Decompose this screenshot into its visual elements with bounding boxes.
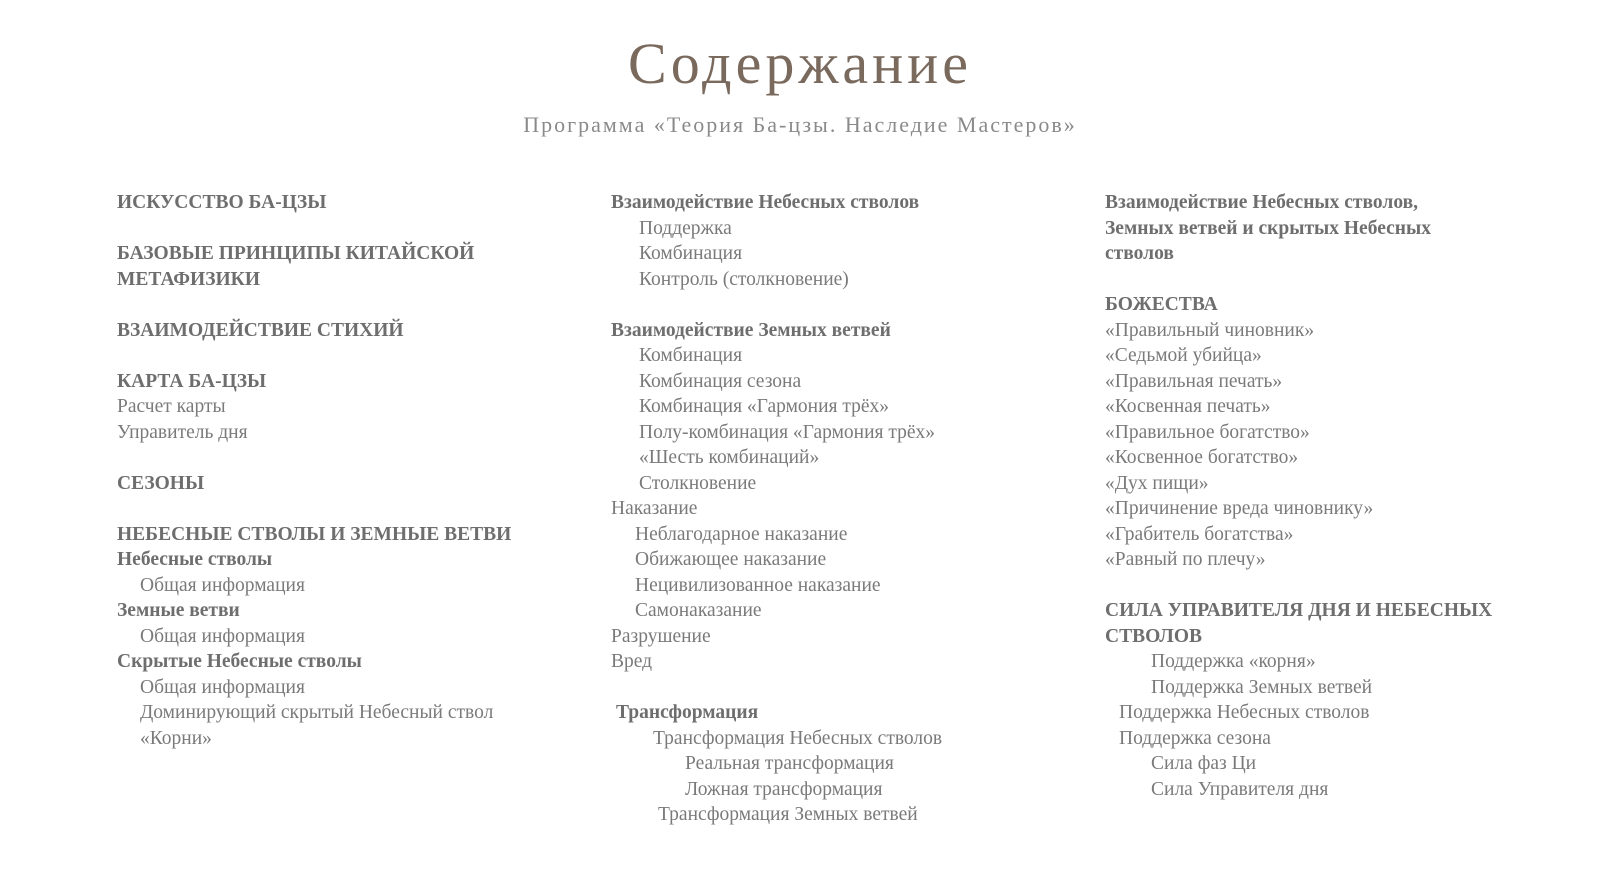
toc-item: «Правильная печать» [1105, 370, 1283, 392]
toc-item: «Равный по плечу» [1105, 549, 1266, 570]
toc-item: «Косвенная печать» [1105, 396, 1271, 417]
toc-item: Обижающее наказание [635, 549, 827, 570]
toc-item: «Причинение вреда чиновнику» [1105, 498, 1374, 519]
toc-subheading: Небесные стволы [117, 549, 273, 570]
toc-item: Поддержка сезона [1119, 727, 1271, 749]
toc-item: Разрушение [611, 625, 711, 647]
toc-item: Реальная трансформация [685, 753, 894, 774]
toc-item: Комбинация [639, 243, 743, 264]
toc-heading: БАЗОВЫЕ ПРИНЦИПЫ КИТАЙСКОЙ МЕТАФИЗИКИ [117, 243, 475, 290]
toc-item: «Дух пищи» [1105, 472, 1209, 494]
toc-item: Общая информация [140, 574, 305, 596]
toc-item: Управитель дня [117, 421, 248, 443]
toc-column-2 [611, 190, 1031, 828]
toc-heading: НЕБЕСНЫЕ СТВОЛЫ И ЗЕМНЫЕ ВЕТВИ [117, 523, 512, 545]
toc-item: «Седьмой убийца» [1105, 345, 1262, 366]
toc-heading: БОЖЕСТВА [1105, 294, 1218, 315]
toc-item: «Грабитель богатства» [1105, 523, 1294, 545]
toc-item: Вред [611, 651, 653, 672]
page-title: Содержание [628, 31, 972, 96]
toc-item: «Корни» [140, 727, 212, 749]
toc-item: Нецивилизованное наказание [635, 574, 881, 596]
toc-heading: СЕЗОНЫ [117, 472, 205, 494]
toc-item: Комбинация сезона [639, 370, 802, 392]
toc-item: Комбинация «Гармония трёх» [639, 396, 890, 417]
toc-heading: СИЛА УПРАВИТЕЛЯ ДНЯ И НЕБЕСНЫХ СТВОЛОВ [1105, 600, 1493, 647]
toc-item: Ложная трансформация [685, 778, 883, 800]
toc-column-3 [1105, 190, 1515, 802]
toc-item: Сила фаз Ци [1151, 753, 1257, 774]
toc-subheading: Трансформация [616, 702, 759, 723]
toc-item: «Правильный чиновник» [1105, 319, 1315, 341]
toc-item: «Шесть комбинаций» [639, 447, 820, 468]
toc-item: Неблагодарное наказание [635, 523, 848, 545]
toc-subheading: Взаимодействие Земных ветвей [611, 319, 891, 341]
toc-item: Трансформация Небесных стволов [653, 727, 943, 749]
toc-item: Расчет карты [117, 396, 226, 417]
toc-item: Поддержка Небесных стволов [1119, 702, 1370, 723]
toc-item: «Косвенное богатство» [1105, 447, 1299, 468]
toc-heading: ВЗАИМОДЕЙСТВИЕ СТИХИЙ [117, 319, 404, 341]
toc-item: Сила Управителя дня [1151, 778, 1329, 800]
toc-heading: КАРТА БА-ЦЗЫ [117, 370, 267, 392]
toc-item: Комбинация [639, 345, 743, 366]
page-subtitle: Программа «Теория Ба-цзы. Наследие Мастеров» [523, 112, 1077, 137]
toc-item: Полу-комбинация «Гармония трёх» [639, 421, 936, 443]
toc-subheading: Взаимодействие Небесных стволов, Земных ветвей и скрытых Небесных стволов [1105, 192, 1431, 264]
toc-item: Поддержка «корня» [1151, 651, 1316, 672]
toc-heading: ИСКУССТВО БА-ЦЗЫ [117, 192, 327, 213]
toc-item: Контроль (столкновение) [639, 268, 849, 290]
toc-item: Общая информация [140, 625, 305, 647]
toc-item: Поддержка Земных ветвей [1151, 676, 1373, 698]
toc-subheading: Взаимодействие Небесных стволов [611, 192, 920, 213]
toc-item: Наказание [611, 498, 698, 519]
toc-item: Трансформация Земных ветвей [658, 804, 918, 825]
toc-column-1 [117, 190, 537, 751]
toc-item: Самонаказание [635, 600, 762, 621]
toc-subheading: Скрытые Небесные стволы [117, 651, 362, 672]
toc-item: Общая информация [140, 676, 305, 698]
toc-item: Столкновение [639, 472, 757, 494]
toc-item: Поддержка [639, 217, 732, 239]
toc-item: Доминирующий скрытый Небесный ствол [140, 702, 494, 723]
toc-item: «Правильное богатство» [1105, 421, 1310, 443]
toc-subheading: Земные ветви [117, 600, 240, 621]
